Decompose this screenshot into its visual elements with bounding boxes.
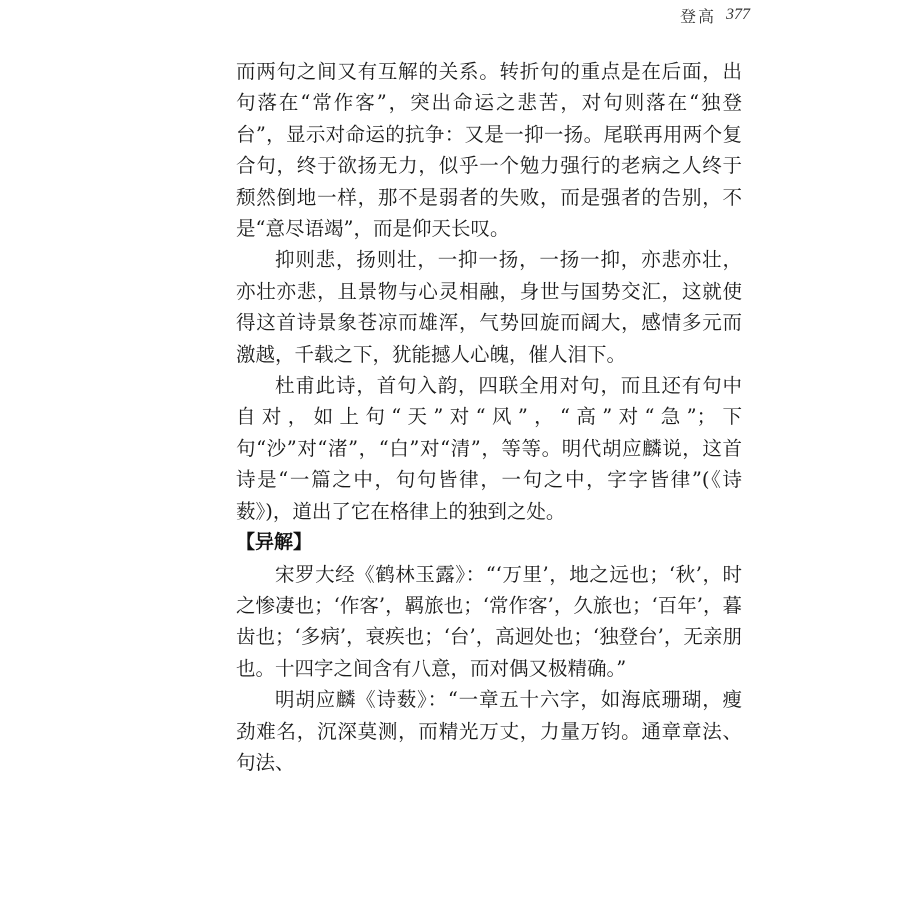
paragraph-yi-yang: 抑则悲，扬则壮，一抑一扬，一扬一抑，亦悲亦壮，亦壮亦悲，且景物与心灵相融，身世与国势交汇，这就使得这首诗景象苍凉而雄浑，气势回旋而阔大，感情多元而激越，千载之下，犹能撼人心魄，催人泪下。 — [236, 248, 742, 366]
header-title: 登高 — [679, 6, 716, 26]
running-header — [680, 0, 750, 30]
page-number: 377 — [726, 6, 750, 23]
paragraph-du-fu-metre: 杜甫此诗，首句入韵，四联全用对句，而且还有句中自对，如上句“天”对“风”，“高”对“急”；下句“沙”对“渚”，“白”对“清”，等等。明代胡应麟说，这首诗是“一篇之中，句句皆律，一句之中，字字皆律”(《诗薮》)，道出了它在格律上的独到之处。 — [236, 374, 742, 523]
paragraph-continued: 而两句之间又有互解的关系。转折句的重点是在后面，出句落在“常作客”，突出命运之悲苦，对句则落在“独登台”，显示对命运的抗争：又是一抑一扬。尾联再用两个复合句，终于欲扬无力，似乎一个勉力强行的老病之人终于颓然倒地一样，那不是弱者的失败，而是强者的告别，不是“意尽语竭”，而是仰天长叹。 — [236, 60, 742, 241]
paragraph-luo-dajing-quote: 宋罗大经《鹤林玉露》：“‘万里’，地之远也；‘秋’，时之惨凄也；‘作客’，羁旅也；‘常作客’，久旅也；‘百年’，暮齿也；‘多病’，衰疾也；‘台’，高迥处也；‘独登台’，无亲朋也。十四字之间含有八意，而对偶又极精确。” — [236, 562, 742, 680]
page-body — [236, 56, 742, 778]
section-heading-alternative-readings: 【异解】 — [236, 531, 313, 554]
paragraph-hu-yinglin-quote: 明胡应麟《诗薮》：“一章五十六字，如海底珊瑚，瘦劲难名，沉深莫测，而精光万丈，力量万钧。通章章法、句法、 — [236, 688, 742, 774]
